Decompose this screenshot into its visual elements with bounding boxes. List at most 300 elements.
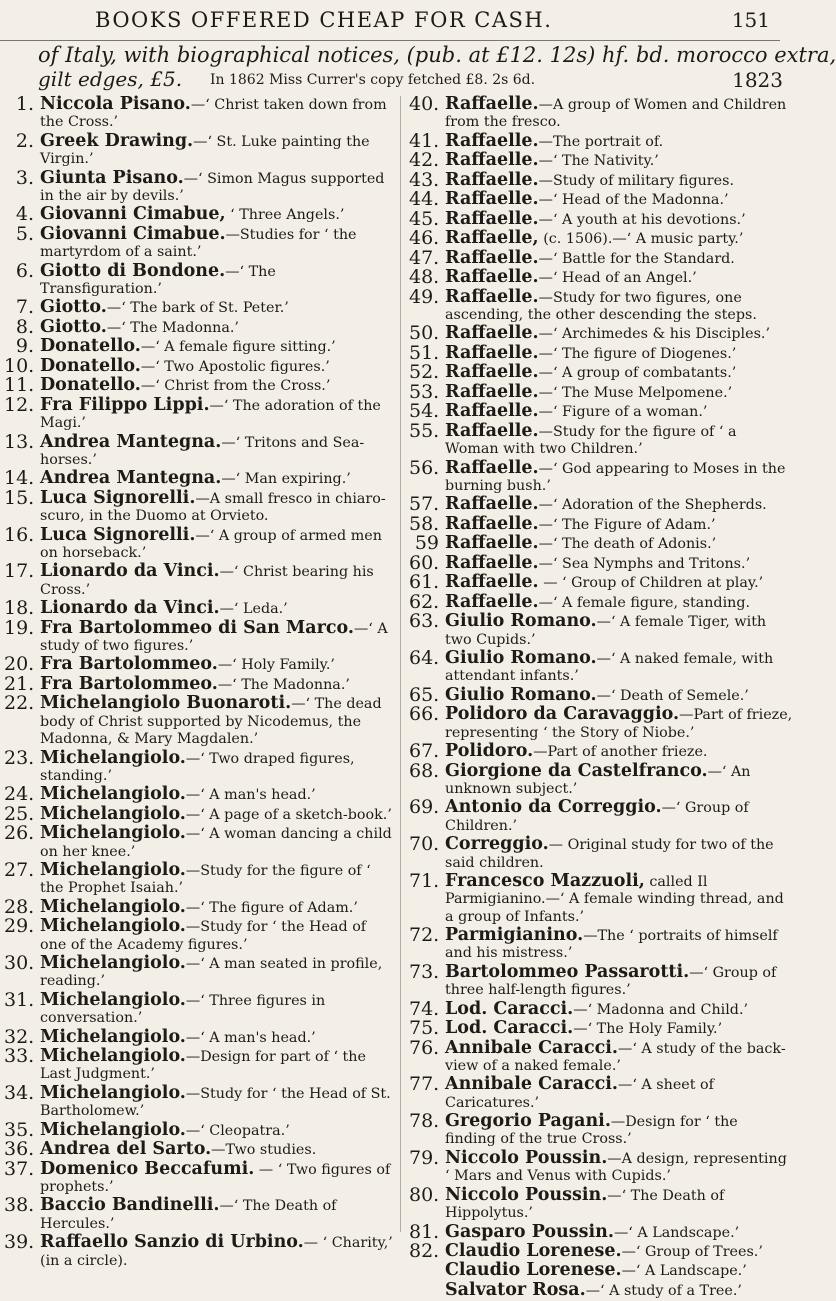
entry-number: 13. [4,430,35,453]
catalogue-entry [409,380,793,403]
entry-number: 32. [4,1025,35,1048]
entry-description: —‘ Christ taken down from the Cross.’ [40,97,387,131]
entry-number: 59 [414,532,439,555]
entry-artist: Domenico Beccafumi. [40,1158,255,1179]
entry-number: 50. [409,322,440,345]
catalogue-entry [409,456,793,496]
catalogue-entry [4,560,394,599]
entry-number: 14. [4,467,35,490]
entry-number: 43. [409,168,440,191]
entry-number: 38. [4,1194,35,1217]
entry-number: 55. [409,419,440,442]
entry-number: 11. [4,374,35,397]
entry-description: —‘ A youth at his devotions.’ [538,211,746,228]
entry-number: 8. [15,315,34,338]
entry-artist: Donatello. [40,375,141,396]
entry-description: —‘ A sheet of Caricatures.’ [445,1077,714,1111]
catalogue-entry [4,1194,394,1233]
catalogue-entry [4,859,394,898]
entry-artist: Gasparo Poussin. [445,1221,614,1242]
entry-number: 60. [409,551,440,574]
entry-description: — ‘ Two figures of prophets.’ [40,1161,391,1195]
entry-number: 16. [4,523,35,546]
entry-number: 9. [15,335,34,358]
entry-artist: Salvator Rosa. [445,1279,586,1300]
entry-description: —‘ Madonna and Child.’ [573,1001,749,1018]
entry-artist: Francesco Mazzuoli, [445,870,645,891]
catalogue-entry [409,285,793,325]
catalogue-entry [4,393,394,433]
entry-description: (c. 1506).—‘ A music party.’ [538,231,744,248]
catalogue-entry [409,960,793,1000]
entry-number: 15. [4,486,35,509]
catalogue-entry [409,188,793,211]
entry-description: —Study for ‘ the Head of one of the Academy figures.’ [40,919,367,953]
entry-artist: Giotto. [40,297,107,318]
catalogue-entry [4,1045,394,1084]
entry-description: —‘ Tritons and Sea-horses.’ [40,434,365,468]
entry-description: —‘ The figure of Diogenes.’ [538,345,737,362]
entry-artist: Giotto. [40,316,107,337]
running-head [0,8,800,36]
entry-number: 27. [4,859,35,882]
entry-description: —Part of frieze, representing ‘ the Story of Niobe.’ [445,707,793,741]
catalogue-entry [409,551,793,574]
entry-number: 24. [4,783,35,806]
entry-number: 47. [409,246,440,269]
entry-artist: Raffaelle. [445,130,539,151]
entry-description: —‘ Archimedes & his Disciples.’ [538,326,770,343]
intro-line-2 [38,67,783,91]
entry-number: 57. [409,493,440,516]
entry-number: 30. [4,952,35,975]
entry-number: 23. [4,746,35,769]
entry-description: —‘ A man's head.’ [185,787,316,804]
catalogue-entry [409,1036,793,1076]
entry-description: —Design for part of ‘ the Last Judgment.’ [40,1049,366,1083]
catalogue-entry [409,93,793,132]
entry-artist: Fra Bartolommeo di San Marco. [40,617,354,638]
entry-description: —‘ The dead body of Christ supported by Nicodemus, the Madonna, & Mary Magdalen.’ [40,696,382,748]
entry-artist: Raffaelle. [445,169,539,190]
catalogue-entry [409,1073,793,1112]
intro-block [38,43,836,92]
catalogue-entry [409,361,793,384]
catalogue-entry [4,467,394,490]
entry-artist: Raffaelle. [445,286,539,307]
catalogue-entry [409,207,793,230]
catalogue-entry [409,400,793,423]
catalogue-entry [4,315,394,338]
entry-artist: Raffaelle. [445,494,539,515]
catalogue-entry [4,166,394,206]
entry-description: —Study of military figures. [538,172,734,189]
entry-number: 20. [4,653,35,676]
entry-number: 10. [4,354,35,377]
catalogue-entry [409,924,793,963]
entry-number: 33. [4,1045,35,1068]
entry-artist: Giovanni Cimabue. [40,223,226,244]
catalogue-entry [4,486,394,526]
catalogue-entry [409,869,793,926]
catalogue-entry [409,610,793,649]
entry-description: —‘ Head of an Angel.’ [538,270,697,287]
entry-number: 82. [409,1239,440,1262]
catalogue-entry [409,759,793,799]
page-title: BOOKS OFFERED CHEAP FOR CASH. [95,8,553,32]
right-column [409,93,793,1301]
entry-number: 74. [409,997,440,1020]
entry-description: —‘ Adoration of the Shepherds. [538,497,767,514]
entry-artist: Niccolo Poussin. [445,1147,608,1168]
entry-description: —‘ Group of three half-length figures.’ [445,964,777,999]
entry-description: —‘ The Holy Family.’ [573,1021,723,1038]
entry-description: —‘ The death of Adonis.’ [538,536,717,553]
entry-description: —Two studies. [211,1142,317,1159]
catalogue-entry [4,692,394,748]
entry-number: 41. [409,129,440,152]
catalogue-entry [4,203,394,226]
entry-description: —Part of another frieze. [533,744,708,761]
entry-description: —‘ Christ from the Cross.’ [140,378,331,395]
entry-artist: Fra Filippo Lippi. [40,394,210,415]
entry-description: —‘ A man's head.’ [185,1029,316,1046]
entry-artist: Raffaelle. [445,189,539,210]
entry-number: 53. [409,380,440,403]
entry-number: 67. [409,740,440,763]
entry-description: —‘ Three figures in conversation.’ [40,992,326,1027]
entry-artist: Antonio da Correggio. [445,797,662,818]
entry-artist: Raffaelle. [445,381,539,402]
entry-description: —‘ A study of a Tree.’ [585,1282,742,1299]
entry-number: 18. [4,597,35,620]
entry-number: 78. [409,1110,440,1133]
entry-number: 58. [409,512,440,535]
entry-number: 70. [409,833,440,856]
entry-number: 29. [4,915,35,938]
catalogue-entry [409,512,793,535]
entry-artist: Raffaelle. [445,342,539,363]
entry-artist: Luca Signorelli. [40,487,196,508]
entry-description: —‘ The Nativity.’ [538,153,659,170]
entry-number: 39. [4,1231,35,1254]
entry-artist: Raffaelle. [445,533,539,554]
intro-provenance-note: In 1862 Miss Currer's copy fetched £8. 2s 6d. [210,72,536,88]
header-rule [0,40,780,41]
entry-description: —Study for the figure of ‘ a Woman with two Children.’ [445,423,737,458]
entry-artist: Raffaelle. [445,552,539,573]
entry-artist: Giulio Romano. [445,611,597,632]
catalogue-entry [409,227,793,250]
entry-artist: Lod. Caracci. [445,1018,574,1039]
entry-artist: Michelangiolo. [40,896,186,917]
entry-description: —‘ Holy Family.’ [217,657,335,674]
entry-artist: Michelangiolo. [40,1082,186,1103]
entry-number: 35. [4,1118,35,1141]
entry-number: 71. [409,869,440,892]
entry-artist: Michelangiolo. [40,1119,186,1140]
catalogue-entry [4,653,394,676]
entry-description: —‘ The bark of St. Peter.’ [106,300,289,317]
catalogue-entry [409,322,793,345]
entry-artist: Raffaelle. [445,267,539,288]
catalogue-entry [409,266,793,289]
catalogue-entry [409,571,793,594]
entry-artist: Claudio Lorenese. [445,1260,622,1281]
entry-number: 7. [15,296,34,319]
entry-artist: Raffaelle. [445,208,539,229]
entry-artist: Michelangiolo. [40,860,186,881]
entry-description: —‘ Group of Children.’ [445,800,749,834]
entry-artist: Donatello. [40,336,141,357]
catalogue-entry [409,246,793,269]
entry-artist: Donatello. [40,355,141,376]
entry-description: —‘ A female figure, standing. [538,594,751,611]
entry-number: 79. [409,1146,440,1169]
entry-description: —‘ A female Tiger, with two Cupids.’ [445,614,767,648]
catalogue-entry [4,1025,394,1048]
entry-description: —‘ A Landscape.’ [613,1224,740,1241]
catalogue-entry [409,647,793,686]
entry-number: 37. [4,1157,35,1180]
entry-artist: Annibale Caracci. [445,1074,619,1095]
entry-artist: Michelangiolo. [40,1046,186,1067]
entry-artist: Gregorio Pagani. [445,1111,611,1132]
entry-artist: Correggio. [445,834,549,855]
entry-description: —‘ Man expiring.’ [221,471,351,488]
entry-description: —Design for ‘ the finding of the true Cross.’ [445,1114,738,1148]
entry-description: —‘ A naked female, with attendant infants.’ [445,651,774,685]
catalogue-entry [409,168,793,191]
entry-number: 6. [15,259,34,282]
catalogue-entry [409,532,793,555]
catalogue-entry [4,988,394,1028]
catalogue-entry [4,616,394,656]
entry-description: —‘ Simon Magus supported in the air by devils.’ [40,170,385,204]
left-column [4,93,394,1271]
entry-number: 19. [4,616,35,639]
entry-description: —‘ An unknown subject.’ [445,763,751,797]
catalogue-entry [4,822,394,861]
entry-artist: Raffaelle. [445,94,539,114]
entry-number: 72. [409,924,440,947]
entry-description: —‘ The Death of Hippolytus.’ [445,1187,725,1222]
catalogue-entry [409,1110,793,1149]
entry-description: —‘ The Madonna.’ [106,319,239,336]
intro-catalogue-number: 1823 [732,68,783,92]
entry-description: —A group of Women and Children from the fresco. [445,97,787,131]
entry-number: 76. [409,1036,440,1059]
entry-number: 62. [409,590,440,613]
entry-artist: Niccolo Poussin. [445,1184,608,1205]
entry-artist: Andrea del Sarto. [40,1139,212,1160]
entry-artist: Giorgione da Castelfranco. [445,760,708,781]
entry-description: —‘ Cleopatra.’ [185,1122,290,1139]
entry-description: —‘ Figure of a woman.’ [538,404,708,421]
entry-artist: Michelangiolo Buonaroti. [40,693,292,714]
entry-number: 40. [409,93,440,115]
catalogue-entry [409,833,793,872]
catalogue-entry [4,1157,394,1197]
entry-number: 1. [15,93,34,115]
entry-artist: Andrea Mantegna. [40,431,222,452]
entry-artist: Raffaello Sanzio di Urbino. [40,1232,304,1253]
entry-number: 21. [4,672,35,695]
catalogue-entry [4,259,394,299]
entry-number: 31. [4,988,35,1011]
entry-number: 77. [409,1073,440,1096]
entry-number: 44. [409,188,440,211]
entry-artist: Giulio Romano. [445,684,597,705]
entry-description: —Study for the figure of ‘ the Prophet Isaiah.’ [40,863,371,897]
entry-artist: Fra Bartolommeo. [40,654,218,675]
entry-description: —‘ A page of a sketch-book.’ [185,806,392,823]
entry-artist: Raffaelle, [445,228,539,249]
entry-number: 25. [4,802,35,825]
entry-description: —‘ The Muse Melpomene.’ [538,384,733,401]
entry-artist: Giovanni Cimabue, [40,204,226,225]
catalogue-entry [409,1183,793,1223]
catalogue-entry [409,1017,793,1040]
entry-artist: Polidoro da Caravaggio. [445,704,680,725]
entry-number: 42. [409,149,440,172]
entry-description: —‘ The Madonna.’ [217,676,350,693]
entry-number: 66. [409,703,440,726]
entry-artist: Raffaelle. [445,247,539,268]
entry-number: 45. [409,207,440,230]
catalogue-entry [4,523,394,563]
entry-description: called Il Parmigianino.—‘ A female winding thread, and a group of Infants.’ [445,873,784,925]
entry-description: —‘ Battle for the Standard. [538,250,735,267]
entry-description: — ‘ Group of Children at play.’ [538,575,764,592]
entry-number: 12. [4,393,35,416]
entry-number: 54. [409,400,440,423]
entry-artist: Giotto di Bondone. [40,260,226,281]
entry-number: 5. [15,222,34,245]
entry-description: —‘ A woman dancing a child on her knee.’ [40,826,392,860]
entry-artist: Baccio Bandinelli. [40,1195,220,1216]
catalogue-entry [4,746,394,786]
entry-description: —‘ The Figure of Adam.’ [538,516,716,533]
entry-number: 73. [409,960,440,983]
entry-number: 48. [409,266,440,289]
entry-description: —‘ Group of Trees.’ [621,1243,763,1260]
entry-number: 80. [409,1183,440,1206]
entry-artist: Michelangiolo. [40,989,186,1010]
entry-description: —‘ A Landscape.’ [621,1263,747,1280]
catalogue-entry [4,335,394,358]
catalogue-entry [409,129,793,152]
catalogue-entry [409,149,793,172]
catalogue-entry [409,796,793,835]
entry-number: 64. [409,647,440,670]
catalogue-entry [409,493,793,516]
entry-artist: Luca Signorelli. [40,524,196,545]
catalogue-entry [4,430,394,470]
catalogue-entry [409,1262,793,1280]
entry-artist: Niccola Pisano. [40,94,191,114]
intro-price-note: gilt edges, £5. [38,67,183,91]
entry-description: —‘ Two draped figures, standing.’ [40,750,355,784]
entry-number: 65. [409,683,440,706]
entry-artist: Fra Bartolommeo. [40,673,218,694]
entry-description: —‘ The adoration of the Magi.’ [40,397,381,432]
entry-artist: Andrea Mantegna. [40,468,222,489]
entry-artist: Michelangiolo. [40,747,186,768]
entry-description: —A design, representing ‘ Mars and Venus with Cupids.’ [445,1150,787,1185]
entry-description: —‘ A group of combatants.’ [538,365,737,382]
catalogue-entry [4,783,394,806]
catalogue-entry [4,597,394,620]
entry-number: 3. [15,166,34,189]
entry-number: 75. [409,1017,440,1040]
entry-description: ‘ Three Angels.’ [225,207,345,224]
entry-artist: Raffaelle. [445,457,539,478]
entry-description: —Study for ‘ the Head of St. Bartholomew.’ [40,1085,391,1120]
catalogue-entry [409,703,793,742]
entry-description: —‘ A study of two figures.’ [40,620,388,654]
catalogue-entry [409,740,793,763]
entry-artist: Claudio Lorenese. [445,1240,622,1261]
catalogue-entry [4,1081,394,1121]
catalogue-entry [4,1231,394,1270]
entry-artist: Polidoro. [445,741,534,762]
entry-number: 81. [409,1220,440,1243]
entry-description: —‘ The Transfiguration.’ [40,263,276,297]
entry-artist: Raffaelle. [445,591,539,612]
entry-number: 36. [4,1138,35,1161]
entry-artist: Giulio Romano. [445,648,597,669]
catalogue-entry [409,341,793,364]
entry-description: —Studies for ‘ the martyrdom of a saint.’ [40,226,357,261]
catalogue-entry [4,672,394,695]
catalogue-entry [409,1239,793,1262]
catalogue-entry [4,952,394,991]
entry-artist: Raffaelle. [445,150,539,171]
entry-description: —A small fresco in chiaro-scuro, in the Duomo at Orvieto. [40,490,386,525]
entry-description: —The portrait of. [538,133,664,150]
entry-description: —‘ A group of armed men on horseback.’ [40,527,382,561]
entry-artist: Lod. Caracci. [445,998,574,1019]
entry-artist: Parmigianino. [445,925,584,946]
column-divider [400,96,401,1232]
catalogue-entry [409,590,793,613]
entry-number: 17. [4,560,35,583]
entry-number: 61. [409,571,440,594]
entry-description: —‘ A study of the back-view of a naked female.’ [445,1040,786,1074]
entry-artist: Raffaelle. [445,401,539,422]
entry-artist: Michelangiolo. [40,803,186,824]
entry-artist: Michelangiolo. [40,953,186,974]
entry-artist: Greek Drawing. [40,130,194,151]
catalogue-entry [4,222,394,262]
catalogue-entry [409,683,793,706]
catalogue-entry [4,374,394,397]
entry-description: — Original study for two of the said children. [445,837,774,871]
entry-number: 46. [409,227,440,250]
entry-number: 49. [409,285,440,308]
entry-artist: Michelangiolo. [40,916,186,937]
entry-number: 69. [409,796,440,819]
entry-description: —‘ The figure of Adam.’ [185,899,358,916]
entry-description: —‘ St. Luke painting the Virgin.’ [40,133,370,168]
entry-artist: Lionardo da Vinci. [40,561,220,582]
entry-description: —‘ A man seated in profile, reading.’ [40,956,383,990]
entry-number: 56. [409,456,440,479]
catalogue-entry [4,129,394,169]
entry-number: 68. [409,759,440,782]
entry-number: 28. [4,895,35,918]
